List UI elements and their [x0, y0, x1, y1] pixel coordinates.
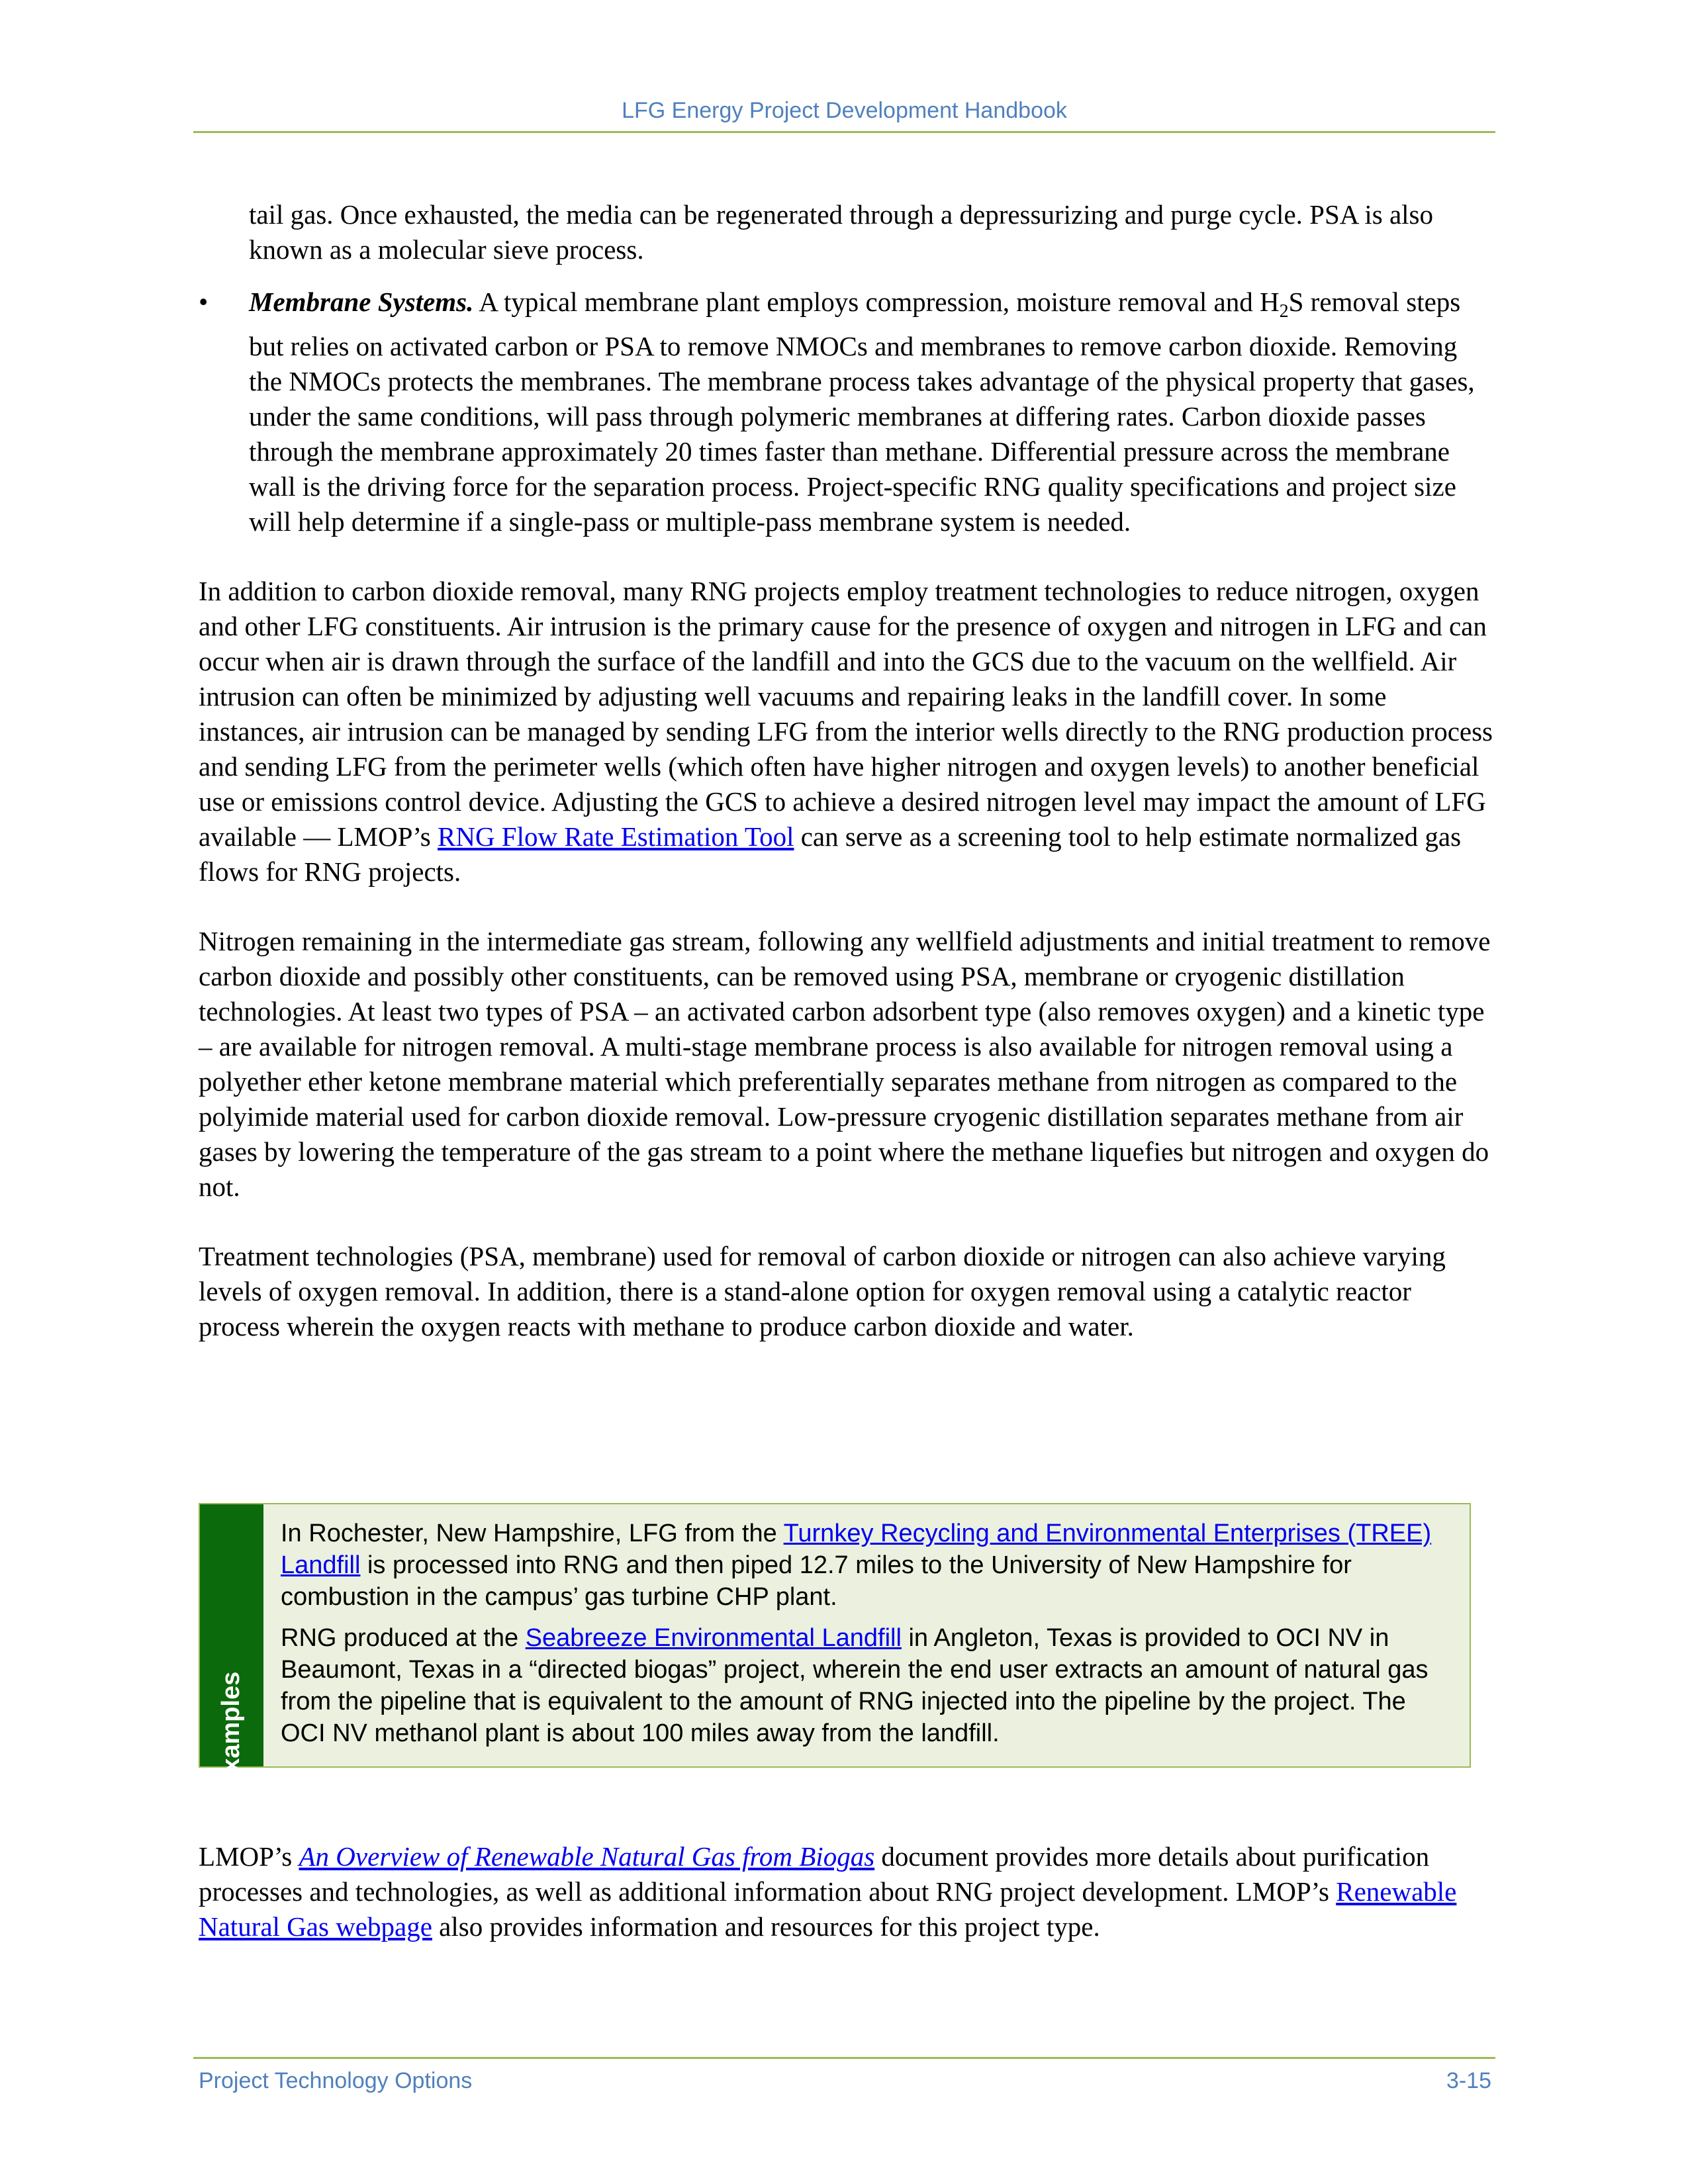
closing-text-middle: document provides more details about purification processes and technologies, as well as additional information about RNG project development. LMOP’s	[199, 1841, 1430, 1907]
rng-overview-doc-link[interactable]: An Overview of Renewable Natural Gas from Biogas	[299, 1841, 875, 1872]
bullet-marker: •	[199, 287, 209, 317]
para1-text-before: In addition to carbon dioxide removal, many RNG projects employ treatment technologies to reduce nitrogen, oxygen and other LFG constituents. Air intrusion is the primary cause for the presence of oxygen and nitrogen in LFG and can occur when air is drawn through the surface of the landfill and into the GCS due to the vacuum on the wellfield. Air intrusion can often be minimized by adjusting well vacuums and repairing leaks in the landfill cover. In some instances, air intrusion can be managed by sending LFG from the interior wells directly to the RNG production process and sending LFG from the perimeter wells (which often have higher nitrogen and oxygen levels) to another beneficial use or emissions control device. Adjusting the GCS to achieve a desired nitrogen level may impact the amount of LFG available — LMOP’s	[199, 576, 1493, 852]
seabreeze-landfill-link[interactable]: Seabreeze Environmental Landfill	[525, 1624, 902, 1652]
main-content	[199, 197, 1496, 1344]
example1-text-before: In Rochester, New Hampshire, LFG from the	[281, 1520, 784, 1547]
closing-text-before: LMOP’s	[199, 1841, 299, 1872]
closing-section	[199, 1839, 1496, 1944]
paragraph-oxygen-removal: Treatment technologies (PSA, membrane) used for removal of carbon dioxide or nitrogen can also achieve varying levels of oxygen removal. In addition, there is a stand-alone option for oxygen removal using a catalytic reactor process wherein the oxygen reacts with methane to produce carbon dioxide and water.	[199, 1241, 1446, 1342]
rng-flow-rate-tool-link[interactable]: RNG Flow Rate Estimation Tool	[437, 821, 794, 852]
page-number: 3-15	[1446, 2068, 1491, 2093]
examples-label-bar	[200, 1504, 263, 1790]
example2-text-before: RNG produced at the	[281, 1624, 526, 1652]
closing-paragraph	[199, 1839, 1496, 1944]
closing-text-after: also provides information and resources for this project type.	[432, 1911, 1100, 1942]
h2s-subscript: 2	[1279, 301, 1289, 322]
tree-landfill-link[interactable]: Turnkey Recycling and Environmental Enterprises (TREE) Landfill	[281, 1520, 1432, 1579]
examples-box	[199, 1503, 1471, 1790]
examples-body	[263, 1504, 1470, 1766]
page-header	[193, 98, 1495, 133]
membrane-systems-bullet	[199, 285, 1496, 539]
footer-section-title: Project Technology Options	[199, 2068, 473, 2093]
example-rochester	[281, 1518, 1454, 1613]
membrane-text-part1: A typical membrane plant employs compression, moisture removal and H	[473, 287, 1280, 317]
membrane-text-part2: S removal steps but relies on activated carbon or PSA to remove NMOCs and membranes to remove carbon dioxide. Removing the NMOCs protects the membranes. The membrane process takes advantage of the physical property that gases, under the same conditions, will pass through polymeric membranes at differing rates. Carbon dioxide passes through the membrane approximately 20 times faster than methane. Differential pressure across the membrane wall is the driving force for the separation process. Project-specific RNG quality specifications and project size will help determine if a single-pass or multiple-pass membrane system is needed.	[249, 287, 1475, 537]
examples-label: Examples	[217, 1671, 246, 1790]
header-title: LFG Energy Project Development Handbook	[622, 98, 1067, 123]
paragraph-nitrogen-removal: Nitrogen remaining in the intermediate gas stream, following any wellfield adjustments and initial treatment to remove carbon dioxide and possibly other constituents, can be removed using PSA, membrane or cryogenic distillation technologies. At least two types of PSA – an activated carbon adsorbent type (also removes oxygen) and a kinetic type – are available for nitrogen removal. A multi-stage membrane process is also available for nitrogen removal using a polyether ether ketone membrane material which preferentially separates methane from nitrogen as compared to the polyimide material used for carbon dioxide removal. Low-pressure cryogenic distillation separates methane from air gases by lowering the temperature of the gas stream to a point where the methane liquefies but nitrogen and oxygen do not.	[199, 926, 1491, 1203]
paragraph-air-intrusion	[199, 574, 1496, 889]
rng-webpage-link[interactable]: Renewable Natural Gas webpage	[199, 1876, 1457, 1942]
example1-text-after: is processed into RNG and then piped 12.7 miles to the University of New Hampshire for combustion in the campus’ gas turbine CHP plant.	[281, 1551, 1352, 1611]
psa-continued-text: tail gas. Once exhausted, the media can be regenerated through a depressurizing and purge cycle. PSA is also known as a molecular sieve process.	[249, 199, 1433, 265]
example2-text-after: in Angleton, Texas is provided to OCI NV in Beaumont, Texas in a “directed biogas” project, wherein the end user extracts an amount of natural gas from the pipeline that is equivalent to the amount of RNG injected into the pipeline by the project. The OCI NV methanol plant is about 100 miles away from the landfill.	[281, 1624, 1429, 1747]
para1-text-after: can serve as a screening tool to help estimate normalized gas flows for RNG projects.	[199, 821, 1462, 887]
page-footer	[193, 2057, 1495, 2094]
example-seabreeze	[281, 1622, 1454, 1749]
membrane-systems-term: Membrane Systems.	[249, 287, 474, 317]
